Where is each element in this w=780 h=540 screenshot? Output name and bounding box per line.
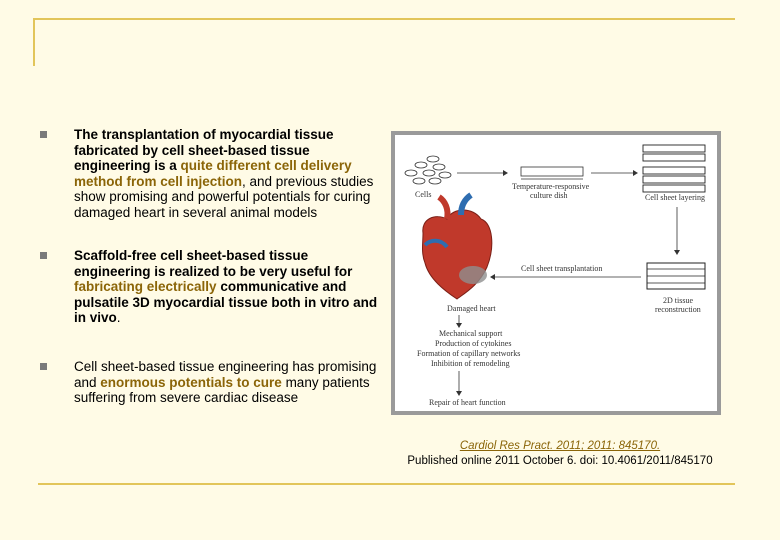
bullet-marker <box>40 252 47 259</box>
label-repair: Repair of heart function <box>429 398 506 407</box>
bullet-3-highlight: enormous potentials to cure <box>100 374 282 390</box>
bullet-2-period: . <box>116 310 121 325</box>
bullet-marker <box>40 131 47 138</box>
label-dish-line2: culture dish <box>530 191 568 200</box>
bullet-2-bold: Scaffold-free cell sheet-based tissue engineering is realized to be very useful for <box>74 248 353 279</box>
bullet-item-1 <box>40 127 380 232</box>
citation-published: Published online 2011 October 6. doi: 10.4061/2011/845170 <box>407 455 713 467</box>
bullet-item-3 <box>40 359 380 406</box>
arrowhead-icon <box>456 391 462 396</box>
label-cells: Cells <box>415 190 432 199</box>
cell-sheet-figure <box>391 131 721 415</box>
bullet-1-highlight: quite different cell delivery method from cell injection <box>74 158 352 189</box>
arrowhead-icon <box>490 274 495 280</box>
arrowhead-icon <box>456 323 462 328</box>
bullet-list <box>40 127 380 422</box>
bullet-marker <box>40 363 47 370</box>
effect-4: Inhibition of remodeling <box>431 359 510 368</box>
label-reconstruction-2: reconstruction <box>655 305 701 314</box>
label-layering: Cell sheet layering <box>645 193 705 202</box>
effect-2: Production of cytokines <box>435 339 512 348</box>
cells-illustration <box>405 156 451 184</box>
bullet-3-rest: many patients suffering from severe cardiac disease <box>74 374 370 405</box>
arrowhead-icon <box>503 170 508 176</box>
effect-3: Formation of capillary networks <box>417 349 521 358</box>
heart-icon <box>423 195 492 299</box>
bullet-1-rest: , and previous studies show promising and powerful potentials for curing damaged heart in several animal models <box>74 173 374 220</box>
arrowhead-icon <box>633 170 638 176</box>
bullet-2-bold-tail: communicative and pulsatile 3D myocardial tissue both in vitro and in vivo <box>74 279 378 325</box>
label-reconstruction-1: 2D tissue <box>663 296 693 305</box>
bullet-2-highlight: fabricating electrically <box>74 279 217 294</box>
label-transplant: Cell sheet transplantation <box>521 264 603 273</box>
bullet-1-bold: The transplantation of myocardial tissue fabricated by cell sheet-based tissue engineering is a <box>74 127 334 173</box>
bullet-item-2 <box>40 248 380 343</box>
figure-diagram <box>395 135 717 411</box>
label-damaged-heart: Damaged heart <box>447 304 496 313</box>
frame-bottom-line <box>38 483 735 485</box>
tissue-3d-illustration <box>647 263 705 289</box>
citation <box>380 439 740 469</box>
arrowhead-icon <box>674 250 680 255</box>
bullet-3-text: Cell sheet-based tissue engineering has promising and <box>74 359 377 390</box>
culture-dish-illustration <box>521 167 583 179</box>
effect-1: Mechanical support <box>439 329 503 338</box>
layered-sheets-illustration <box>643 145 705 192</box>
frame-left-line <box>33 18 35 66</box>
label-dish-line1: Temperature-responsive <box>512 182 590 191</box>
citation-link[interactable]: Cardiol Res Pract. 2011; 2011: 845170. <box>459 440 661 452</box>
frame-top-line <box>33 18 735 20</box>
